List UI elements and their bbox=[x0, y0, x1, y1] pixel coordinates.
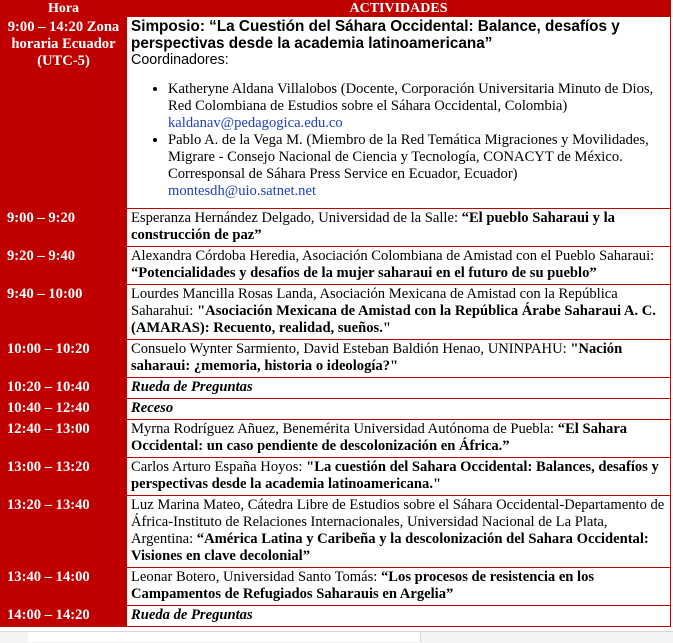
coordinator-email-link[interactable]: kaldanav@pedagogica.edu.co bbox=[168, 115, 343, 131]
schedule-row bbox=[1, 420, 671, 458]
speaker-affiliation: Alexandra Córdoba Heredia, Asociación Colombiana de Amistad con el Pueblo Saharaui: bbox=[131, 248, 655, 264]
schedule-row bbox=[1, 247, 671, 285]
coordinator-item bbox=[168, 132, 667, 200]
activity-cell bbox=[127, 458, 671, 496]
schedule-row bbox=[1, 285, 671, 340]
talk-title: “América Latina y Caribeña y la descolonización del Sahara Occidental: Visiones en clave decolonial” bbox=[131, 531, 649, 564]
time-cell: 10:00 – 10:20 bbox=[1, 340, 127, 378]
header-row bbox=[1, 1, 671, 17]
schedule-row bbox=[1, 606, 671, 627]
time-cell: 12:40 – 13:00 bbox=[1, 420, 127, 458]
schedule-rows bbox=[1, 209, 671, 627]
time-cell: 10:20 – 10:40 bbox=[1, 378, 127, 399]
time-cell: 9:20 – 9:40 bbox=[1, 247, 127, 285]
talk-title: “Potencialidades y desafíos de la mujer saharaui en el futuro de su pueblo” bbox=[131, 265, 597, 281]
simposio-title: Simposio: “La Cuestión del Sáhara Occidental: Balance, desafíos y perspectivas desde la academia latinoamericana” bbox=[131, 18, 620, 52]
time-cell: 13:20 – 13:40 bbox=[1, 496, 127, 568]
activity-cell bbox=[127, 568, 671, 606]
bottom-tab bbox=[28, 632, 421, 642]
simposio-cell bbox=[127, 17, 671, 209]
talk-title: “El pueblo Saharaui y la construcción de paz” bbox=[131, 210, 615, 243]
activity-cell bbox=[127, 606, 671, 627]
coordinators-label: Coordinadores: bbox=[131, 52, 229, 68]
time-cell: 13:00 – 13:20 bbox=[1, 458, 127, 496]
activity-cell bbox=[127, 209, 671, 247]
activity-cell bbox=[127, 340, 671, 378]
actividades-header: ACTIVIDADES bbox=[127, 1, 671, 17]
speaker-affiliation: Lourdes Mancilla Rosas Landa, Asociación Mexicana de Amistad con la República Saharahui: bbox=[131, 286, 618, 319]
simposio-time: 9:00 – 14:20 Zona horaria Ecuador (UTC-5) bbox=[1, 17, 127, 209]
coordinator-text: Katheryne Aldana Villalobos (Docente, Corporación Universitaria Minuto de Dios, Red Colombiana de Estudios sobre el Sáhara Occidental, Colombia) bbox=[168, 81, 654, 114]
coordinator-email-link[interactable]: montesdh@uio.satnet.net bbox=[168, 183, 317, 199]
time-cell: 14:00 – 14:20 bbox=[1, 606, 127, 627]
activity-note: Receso bbox=[131, 400, 174, 416]
speaker-affiliation: Esperanza Hernández Delgado, Universidad de la Salle: bbox=[131, 210, 462, 226]
coordinators-list bbox=[131, 81, 667, 200]
schedule-row bbox=[1, 340, 671, 378]
speaker-affiliation: Carlos Arturo España Hoyos: bbox=[131, 459, 307, 475]
activity-cell bbox=[127, 378, 671, 399]
talk-title: “Los procesos de resistencia en los Campamentos de Refugiados Saharauis en Argelia” bbox=[131, 569, 595, 602]
simposio-row bbox=[1, 17, 671, 209]
time-cell: 9:00 – 9:20 bbox=[1, 209, 127, 247]
schedule-row bbox=[1, 378, 671, 399]
coordinator-text: Pablo A. de la Vega M. (Miembro de la Red Temática Migraciones y Movilidades, Migrare - Consejo Nacional de Ciencia y Tecnología, CONACYT de México. Corresponsal de Sáhara Press Service en Ecuador, Ecuador) bbox=[168, 132, 649, 182]
speaker-affiliation: Consuelo Wynter Sarmiento, David Esteban Baldión Henao, UNINPAHU: bbox=[131, 341, 571, 357]
activity-cell bbox=[127, 420, 671, 458]
schedule-row bbox=[1, 458, 671, 496]
schedule-row bbox=[1, 568, 671, 606]
activity-cell bbox=[127, 247, 671, 285]
hora-header: Hora bbox=[1, 1, 127, 17]
schedule-row bbox=[1, 209, 671, 247]
talk-title: "Asociación Mexicana de Amistad con la República Árabe Saharaui A. C. (AMARAS): Recuento, realidad, sueños." bbox=[131, 303, 656, 336]
activity-cell bbox=[127, 285, 671, 340]
speaker-affiliation: Myrna Rodríguez Añuez, Benemérita Universidad Autónoma de Puebla: bbox=[131, 421, 558, 437]
talk-title: “El Sahara Occidental: un caso pendiente de descolonización en África.” bbox=[131, 421, 628, 454]
speaker-affiliation: Leonar Botero, Universidad Santo Tomás: bbox=[131, 569, 381, 585]
activity-cell bbox=[127, 496, 671, 568]
time-cell: 10:40 – 12:40 bbox=[1, 399, 127, 420]
talk-title: "La cuestión del Sahara Occidental: Balances, desafíos y perspectivas desde la academia latinoamericana." bbox=[131, 459, 659, 492]
schedule-row bbox=[1, 399, 671, 420]
activity-note: Rueda de Preguntas bbox=[131, 607, 253, 623]
time-cell: 9:40 – 10:00 bbox=[1, 285, 127, 340]
activity-cell bbox=[127, 399, 671, 420]
activity-note: Rueda de Preguntas bbox=[131, 379, 253, 395]
speaker-affiliation: Luz Marina Mateo, Cátedra Libre de Estudios sobre el Sáhara Occidental-Departamento de África-Instituto de Relaciones Internacionales, Universidad Nacional de La Plata, Argentina: bbox=[131, 497, 665, 547]
time-cell: 13:40 – 14:00 bbox=[1, 568, 127, 606]
coordinator-item bbox=[168, 81, 667, 132]
schedule-row bbox=[1, 496, 671, 568]
talk-title: "Nación saharaui: ¿memoria, historia o ideología?" bbox=[131, 341, 623, 374]
bottom-scroll-area bbox=[0, 631, 673, 643]
